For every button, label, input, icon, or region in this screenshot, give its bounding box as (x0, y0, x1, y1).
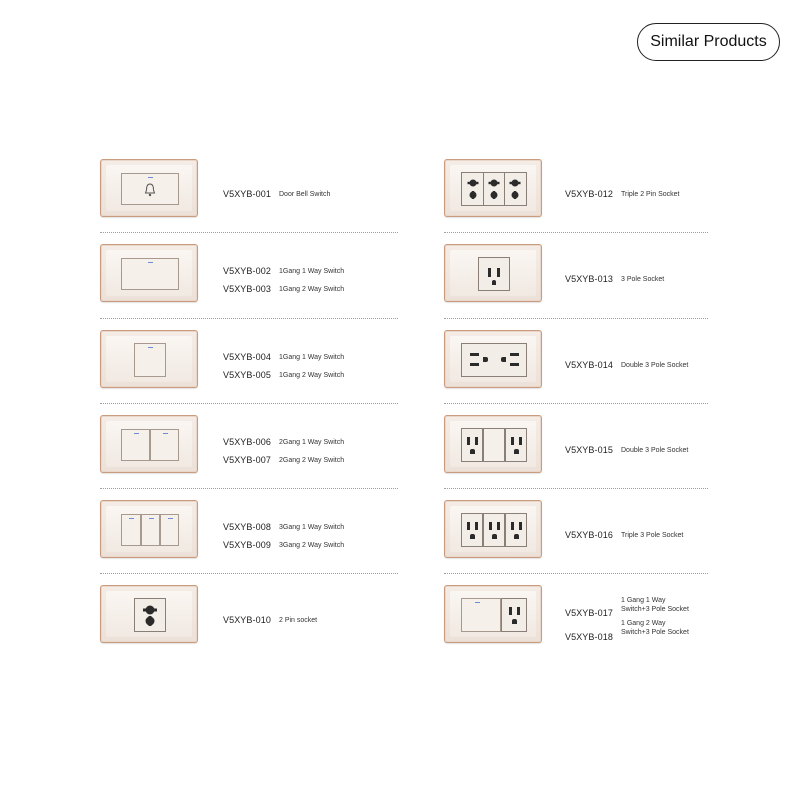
double-3pole-horizontal-icon (444, 330, 542, 388)
product-desc: 2Gang 1 Way Switch (279, 439, 345, 446)
product-row (100, 585, 398, 670)
product-desc: Door Bell Switch (279, 191, 331, 198)
product-desc: 1Gang 1 Way Switch (279, 268, 345, 275)
triple-2pin-socket-icon (444, 159, 542, 217)
product-desc: 1Gang 2 Way Switch (279, 286, 345, 293)
row-divider (100, 232, 398, 233)
product-code: V5XYB-012 (565, 189, 613, 199)
product-desc: 1 Gang 2 Way (621, 620, 666, 627)
product-desc: 1Gang 1 Way Switch (279, 354, 345, 361)
product-row (444, 244, 708, 329)
product-desc-line2: Switch+3 Pole Socket (621, 606, 689, 613)
product-desc: 3 Pole Socket (621, 276, 665, 283)
product-desc: Triple 2 Pin Socket (621, 191, 680, 198)
product-code: V5XYB-017 (565, 608, 613, 618)
product-code: V5XYB-002 (223, 266, 271, 276)
product-desc: 1Gang 2 Way Switch (279, 372, 345, 379)
two-pin-socket-icon (100, 585, 198, 643)
product-code: V5XYB-003 (223, 284, 271, 294)
row-divider (100, 488, 398, 489)
product-desc: Triple 3 Pole Socket (621, 532, 684, 539)
triple-switch-icon (100, 500, 198, 558)
product-desc: 1 Gang 1 Way (621, 597, 666, 604)
product-desc: 2Gang 2 Way Switch (279, 457, 345, 464)
product-code: V5XYB-014 (565, 360, 613, 370)
row-divider (100, 573, 398, 574)
double-switch-icon (100, 415, 198, 473)
row-divider (444, 403, 708, 404)
product-desc: 3Gang 2 Way Switch (279, 542, 345, 549)
product-code: V5XYB-006 (223, 437, 271, 447)
product-code: V5XYB-009 (223, 540, 271, 550)
product-code: V5XYB-005 (223, 370, 271, 380)
row-divider (444, 232, 708, 233)
product-code: V5XYB-007 (223, 455, 271, 465)
product-code: V5XYB-010 (223, 615, 271, 625)
product-row (444, 585, 708, 670)
product-code: V5XYB-015 (565, 445, 613, 455)
product-code: V5XYB-001 (223, 189, 271, 199)
product-code: V5XYB-018 (565, 632, 613, 642)
doorbell-switch-icon (100, 159, 198, 217)
row-divider (444, 573, 708, 574)
row-divider (444, 318, 708, 319)
similar-products-button[interactable]: Similar Products (637, 23, 780, 61)
product-row (100, 244, 398, 329)
product-code: V5XYB-004 (223, 352, 271, 362)
row-divider (100, 403, 398, 404)
product-code: V5XYB-016 (565, 530, 613, 540)
double-3pole-vertical-icon (444, 415, 542, 473)
three-pole-socket-icon (444, 244, 542, 302)
row-divider (444, 488, 708, 489)
single-switch-icon (100, 330, 198, 388)
product-desc: Double 3 Pole Socket (621, 362, 689, 369)
product-desc: Double 3 Pole Socket (621, 447, 689, 454)
product-code: V5XYB-013 (565, 274, 613, 284)
triple-3pole-socket-icon (444, 500, 542, 558)
row-divider (100, 318, 398, 319)
switch-socket-combo-icon (444, 585, 542, 643)
product-desc: 2 Pin socket (279, 617, 318, 624)
wide-switch-icon (100, 244, 198, 302)
product-desc-line2: Switch+3 Pole Socket (621, 629, 689, 636)
product-code: V5XYB-008 (223, 522, 271, 532)
product-desc: 3Gang 1 Way Switch (279, 524, 345, 531)
